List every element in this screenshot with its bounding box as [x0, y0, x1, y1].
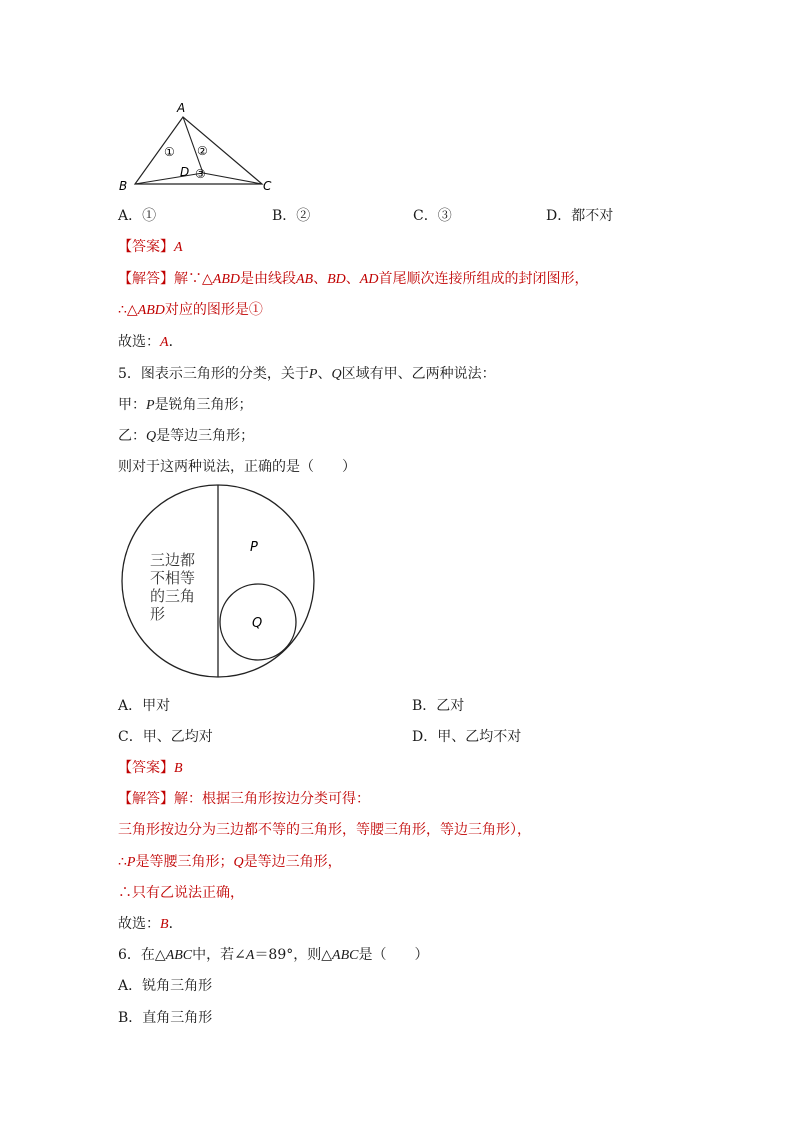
option-letter: B． — [412, 698, 437, 714]
choose-text: 故选： — [118, 334, 160, 350]
q5-solution-line-1 — [118, 790, 370, 808]
option-text: 乙对 — [436, 698, 465, 714]
claim-text: 是等边三角形； — [156, 428, 255, 444]
option-letter: A． — [118, 978, 143, 994]
math-var: Q — [331, 367, 342, 382]
region-label-2: ② — [197, 144, 208, 158]
stem-text: 、 — [317, 366, 332, 382]
q5-claim-1 — [118, 396, 253, 415]
q5-question: 则对于这两种说法，正确的是（ ） — [118, 459, 356, 475]
option-text: 甲、乙均不对 — [437, 729, 522, 745]
option-letter: B． — [118, 1010, 143, 1026]
option-letter: B． — [272, 208, 297, 224]
segment-cd — [203, 173, 262, 184]
choose-value: A — [160, 335, 169, 350]
solution-text: 、 — [313, 271, 328, 287]
answer-tag: 【答案】 — [118, 760, 174, 776]
math-var: P — [126, 855, 136, 870]
q6-stem — [118, 946, 428, 965]
answer-value: B — [174, 761, 183, 776]
choose-text: ． — [168, 334, 183, 350]
left-region-text-4: 形 — [150, 605, 166, 623]
q4-solution-line-1 — [118, 270, 588, 289]
solution-text: 、 — [345, 271, 360, 287]
math-var: ABD — [137, 303, 165, 318]
solution-tag: 【解答】 — [118, 271, 174, 287]
answer-value: A — [174, 240, 183, 255]
solution-text: 解∵△ — [174, 271, 213, 287]
vertex-label-d: D — [180, 165, 190, 179]
q5-option-c — [118, 728, 213, 746]
option-text: 甲对 — [142, 698, 171, 714]
triangle-classification-figure — [118, 484, 322, 684]
q5-solution-line-4: ∴只有乙说法正确， — [118, 885, 244, 901]
math-var: ABD — [212, 272, 240, 287]
q6-option-b — [118, 1009, 212, 1027]
choose-text: ． — [168, 916, 183, 932]
region-label-q: Q — [252, 616, 263, 631]
option-text: 锐角三角形 — [142, 978, 213, 994]
math-var: P — [146, 398, 155, 413]
left-region-text-1: 三边都 — [150, 551, 196, 569]
left-region-text-3: 的三角 — [150, 587, 196, 605]
solution-text: 是由线段 — [240, 271, 296, 287]
q4-choose — [118, 333, 183, 352]
option-letter: D． — [546, 208, 572, 224]
option-letter: D． — [412, 729, 438, 745]
q4-option-c — [413, 207, 452, 225]
solution-text: 对应的图形是① — [164, 302, 263, 318]
option-letter: A． — [118, 698, 143, 714]
choose-value: B — [160, 917, 169, 932]
math-var: Q — [233, 855, 244, 870]
vertex-label-b: B — [119, 179, 128, 193]
vertex-label-c: C — [263, 179, 272, 193]
q5-stem — [118, 365, 496, 384]
math-var: ABC — [165, 948, 193, 963]
math-var: Q — [146, 429, 157, 444]
option-text: 都不对 — [571, 208, 614, 224]
claim-text: 乙： — [118, 428, 146, 444]
stem-text: 中，若∠ — [192, 947, 246, 963]
solution-text: ∴△ — [118, 302, 138, 318]
claim-text: 甲： — [118, 397, 146, 413]
choose-text: 故选： — [118, 916, 160, 932]
stem-text: 6．在△ — [118, 947, 166, 963]
option-letter: C． — [413, 208, 438, 224]
q6-option-a — [118, 977, 212, 995]
solution-text: ∴ — [118, 854, 127, 870]
math-var: P — [308, 367, 318, 382]
option-text: ① — [142, 208, 157, 224]
region-label-3: ③ — [195, 167, 206, 181]
q5-solution-line-3 — [118, 853, 342, 872]
q5-option-d — [412, 728, 521, 746]
stem-text: 区域有甲、乙两种说法： — [341, 366, 496, 382]
option-text: ③ — [437, 208, 452, 224]
region-label-1: ① — [164, 145, 175, 159]
solution-text: 是等边三角形， — [243, 854, 342, 870]
option-text: 甲、乙均对 — [142, 729, 213, 745]
q4-option-b — [272, 207, 310, 225]
q4-option-a — [118, 207, 156, 225]
q5-option-a — [118, 697, 170, 715]
q4-option-d — [546, 207, 613, 225]
segment-bd — [135, 173, 203, 184]
q5-claim-2 — [118, 427, 254, 446]
option-text: ② — [296, 208, 311, 224]
option-text: 直角三角形 — [142, 1010, 213, 1026]
solution-text: 首尾顺次连接所组成的封闭图形， — [378, 271, 589, 287]
q5-answer — [118, 759, 183, 778]
math-var: A — [245, 948, 255, 963]
stem-text: 是（ ） — [358, 947, 429, 963]
solution-tag: 【解答】 — [118, 791, 174, 807]
stem-text: ＝89°，则△ — [254, 947, 333, 963]
claim-text: 是锐角三角形； — [154, 397, 253, 413]
option-letter: A． — [118, 208, 143, 224]
triangle-abd-figure — [115, 97, 285, 197]
option-letter: C． — [118, 729, 143, 745]
math-var: AD — [359, 272, 379, 287]
region-label-p: P — [250, 540, 258, 555]
math-var: BD — [327, 272, 346, 287]
vertex-label-a: A — [177, 101, 186, 115]
q5-solution-line-2: 三角形按边分为三边都不等的三角形，等腰三角形，等边三角形）， — [118, 822, 531, 838]
q4-solution-line-2 — [118, 301, 263, 320]
left-region-text-2: 不相等 — [150, 569, 196, 587]
math-var: ABC — [332, 948, 359, 963]
answer-tag: 【答案】 — [118, 239, 174, 255]
solution-text: 解：根据三角形按边分类可得： — [174, 791, 370, 807]
q5-option-b — [412, 697, 464, 715]
stem-text: 5．图表示三角形的分类，关于 — [118, 366, 309, 382]
math-var: AB — [296, 272, 314, 287]
q4-answer — [118, 238, 183, 257]
q5-choose — [118, 915, 183, 934]
solution-text: 是等腰三角形； — [135, 854, 234, 870]
